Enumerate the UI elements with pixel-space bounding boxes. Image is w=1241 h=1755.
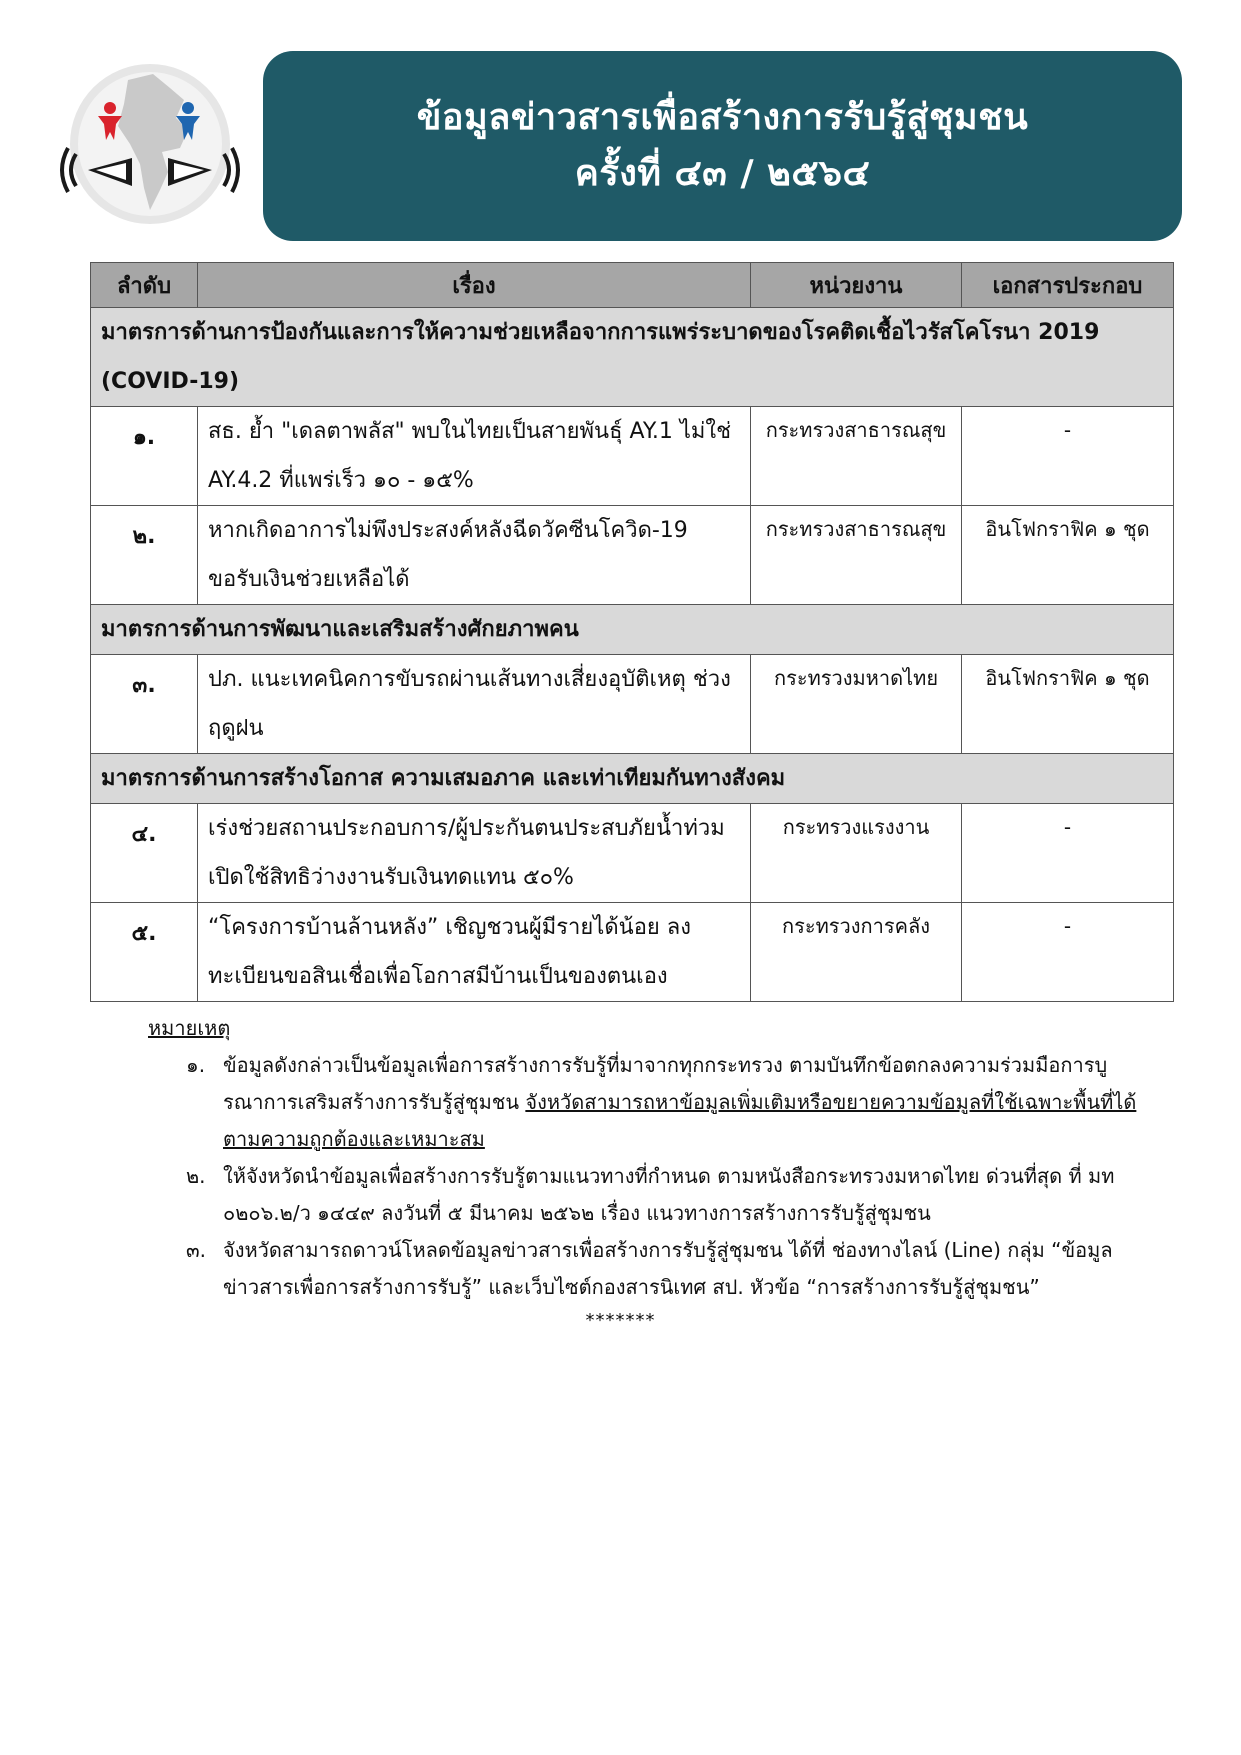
- notes-section: [148, 1010, 1138, 1306]
- row-subject: “โครงการบ้านล้านหลัง” เชิญชวนผู้มีรายได้น้อย ลงทะเบียนขอสินเชื่อเพื่อโอกาสมีบ้านเป็นของตนเอง: [198, 903, 751, 1002]
- note-item: [148, 1158, 1138, 1232]
- row-subject: สธ. ย้ำ "เดลตาพลัส" พบในไทยเป็นสายพันธุ์ AY.1 ไม่ใช่ AY.4.2 ที่แพร่เร็ว ๑๐ - ๑๕%: [198, 407, 751, 506]
- header-subject: เรื่อง: [198, 263, 751, 308]
- row-document: อินโฟกราฟิค ๑ ชุด: [962, 506, 1174, 605]
- news-table: [90, 262, 1174, 1002]
- row-document: -: [962, 903, 1174, 1002]
- note-text: ให้จังหวัดนำข้อมูลเพื่อสร้างการรับรู้ตามแนวทางที่กำหนด ตามหนังสือกระทรวงมหาดไทย ด่วนที่สุด ที่ มท ๐๒๐๖.๒/ว ๑๔๔๙ ลงวันที่ ๕ มีนาคม ๒๕๖๒ เรื่อง แนวทางการสร้างการรับรู้สู่ชุมชน: [223, 1164, 1115, 1225]
- header-agency: หน่วยงาน: [751, 263, 962, 308]
- notes-heading: หมายเหตุ: [148, 1016, 231, 1040]
- row-subject: หากเกิดอาการไม่พึงประสงค์หลังฉีดวัคซีนโควิด-19 ขอรับเงินช่วยเหลือได้: [198, 506, 751, 605]
- header-document: เอกสารประกอบ: [962, 263, 1174, 308]
- row-number: ๒.: [91, 506, 198, 605]
- title-banner: [263, 51, 1182, 241]
- section-title: มาตรการด้านการป้องกันและการให้ความช่วยเหลือจากการแพร่ระบาดของโรคติดเชื้อไวรัสโคโรนา 2019 (COVID-19): [91, 308, 1174, 407]
- row-agency: กระทรวงสาธารณสุข: [751, 506, 962, 605]
- table-row: [91, 407, 1174, 506]
- section-title: มาตรการด้านการพัฒนาและเสริมสร้างศักยภาพคน: [91, 605, 1174, 655]
- logo: [58, 60, 248, 228]
- banner-title-line2: ครั้งที่ ๔๓ / ๒๕๖๔: [574, 153, 871, 194]
- note-text: [223, 1047, 1138, 1158]
- row-number: ๔.: [91, 804, 198, 903]
- row-agency: กระทรวงสาธารณสุข: [751, 407, 962, 506]
- table-row: [91, 804, 1174, 903]
- note-item: [148, 1047, 1138, 1158]
- row-number: ๕.: [91, 903, 198, 1002]
- table-row: [91, 903, 1174, 1002]
- row-number: ๑.: [91, 407, 198, 506]
- row-number: ๓.: [91, 655, 198, 754]
- section-row: [91, 308, 1174, 407]
- row-agency: กระทรวงการคลัง: [751, 903, 962, 1002]
- note-text-underlined: จังหวัดสามารถหาข้อมูลเพิ่มเติมหรือขยายความข้อมูลที่ใช้เฉพาะพื้นที่ได้ตามความถูกต้องและเหมาะสม: [223, 1090, 1137, 1151]
- table-row: [91, 655, 1174, 754]
- section-title: มาตรการด้านการสร้างโอกาส ความเสมอภาค และเท่าเทียมกันทางสังคม: [91, 754, 1174, 804]
- banner-title-line1: ข้อมูลข่าวสารเพื่อสร้างการรับรู้สู่ชุมชน: [416, 97, 1029, 138]
- row-subject: ปภ. แนะเทคนิคการขับรถผ่านเส้นทางเสี่ยงอุบัติเหตุ ช่วงฤดูฝน: [198, 655, 751, 754]
- note-number: ๒.: [186, 1164, 206, 1188]
- note-text-main: ข้อมูลดังกล่าวเป็นข้อมูลเพื่อการสร้างการรับรู้ที่มาจากทุกกระทรวง ตามบันทึกข้อตกลงความร่วมมือการบูรณาการเสริมสร้างการรับรู้สู่ชุมชน: [223, 1053, 1108, 1114]
- row-document: -: [962, 407, 1174, 506]
- row-document: -: [962, 804, 1174, 903]
- row-agency: กระทรวงแรงงาน: [751, 804, 962, 903]
- row-subject: เร่งช่วยสถานประกอบการ/ผู้ประกันตนประสบภัยน้ำท่วม เปิดใช้สิทธิว่างงานรับเงินทดแทน ๕๐%: [198, 804, 751, 903]
- note-item: [148, 1232, 1138, 1306]
- note-number: ๓.: [186, 1238, 207, 1262]
- row-document: อินโฟกราฟิค ๑ ชุด: [962, 655, 1174, 754]
- row-agency: กระทรวงมหาดไทย: [751, 655, 962, 754]
- header-no: ลำดับ: [91, 263, 198, 308]
- table-row: [91, 506, 1174, 605]
- end-mark: *******: [585, 1310, 656, 1331]
- note-number: ๑.: [186, 1053, 206, 1077]
- section-row: [91, 754, 1174, 804]
- section-row: [91, 605, 1174, 655]
- note-text: จังหวัดสามารถดาวน์โหลดข้อมูลข่าวสารเพื่อสร้างการรับรู้สู่ชุมชน ได้ที่ ช่องทางไลน์ (Line) กลุ่ม “ข้อมูลข่าวสารเพื่อการสร้างการรับรู้” และเว็บไซต์กองสารนิเทศ สป. หัวข้อ “การสร้างการรับรู้สู่ชุมชน”: [223, 1238, 1113, 1299]
- table-header-row: [91, 263, 1174, 308]
